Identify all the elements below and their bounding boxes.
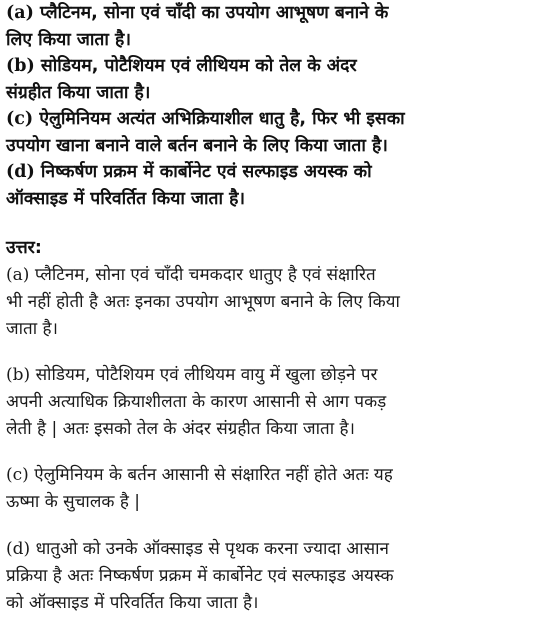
answer-c-text-1: ऐलुमिनियम के बर्तन आसानी से संक्षारित नहीं होते अतः यह	[34, 465, 393, 485]
question-a-text-2: लिए किया जाता है।	[6, 29, 131, 50]
answer-c-line-2	[6, 489, 536, 516]
answer-b-label: (b)	[6, 365, 31, 385]
question-d-text-1: निष्कर्षण प्रक्रम में कार्बोनेट एवं सल्फाइड अयस्क को	[40, 162, 372, 182]
question-b-label: (b)	[6, 56, 35, 76]
question-b-line-1	[6, 53, 536, 80]
answer-c-text-2: ऊष्मा के सुचालक है |	[6, 492, 140, 512]
question-c-line-2	[6, 133, 536, 160]
answer-d-text-2: प्रक्रिया है अतः निष्कर्षण प्रक्रम में कार्बोनेट एवं सल्फाइड अयस्क	[6, 566, 394, 586]
question-d-label: (d)	[6, 162, 35, 182]
question-a-line-1	[6, 0, 536, 27]
answer-b-line-3	[6, 416, 536, 443]
question-d-text-2: ऑक्साइड में परिवर्तित किया जाता है।	[6, 188, 246, 209]
answer-a-label: (a)	[6, 265, 30, 285]
answer-a-text-3: जाता है।	[6, 319, 58, 339]
answer-b	[6, 362, 536, 443]
answer-d-line-1	[6, 536, 536, 563]
question-a-text-1: प्लैटिनम, सोना एवं चाँदी का उपयोग आभूषण बनाने के	[40, 3, 389, 23]
question-c-line-1	[6, 106, 536, 133]
answer-d-text-3: को ऑक्साइड में परिवर्तित किया जाता है।	[6, 593, 259, 613]
answer-d-label: (d)	[6, 539, 31, 559]
question-d-line-1	[6, 159, 536, 186]
answer-a-line-2	[6, 289, 536, 316]
answer-b-text-2: अपनी अत्याधिक क्रियाशीलता के कारण आसानी से आग पकड़	[6, 392, 387, 412]
question-b-line-2	[6, 80, 536, 107]
answer-b-text-3: लेती है | अतः इसको तेल के अंदर संग्रहीत किया जाता है।	[6, 419, 355, 439]
answer-b-line-1	[6, 362, 536, 389]
answer-a-text-1: प्लैटिनम, सोना एवं चाँदी चमकदार धातुए है एवं संक्षारित	[34, 265, 376, 285]
answer-c-line-1	[6, 462, 536, 489]
answer-b-text-1: सोडियम, पोटैशियम एवं लीथियम वायु में खुला छोड़ने पर	[35, 365, 378, 385]
question-a-line-2	[6, 27, 536, 54]
answer-d-line-2	[6, 563, 536, 590]
answer-a	[6, 262, 536, 343]
answer-a-line-1	[6, 262, 536, 289]
question-b-text-2: संग्रहीत किया जाता है।	[6, 82, 151, 103]
questions-section	[6, 0, 536, 212]
question-c-label: (c)	[6, 109, 34, 129]
answer-a-text-2: भी नहीं होती है अतः इनका उपयोग आभूषण बनाने के लिए किया	[6, 292, 400, 312]
answer-a-line-3	[6, 316, 536, 343]
question-c-text-1: ऐलुमिनियम अत्यंत अभिक्रियाशील धातु है, फिर भी इसका	[39, 109, 405, 129]
question-b-text-1: सोडियम, पोटैशियम एवं लीथियम को तेल के अंदर	[40, 56, 357, 76]
question-a-label: (a)	[6, 3, 34, 23]
question-c-text-2: उपयोग खाना बनाने वाले बर्तन बनाने के लिए किया जाता है।	[6, 135, 388, 156]
answer-c-label: (c)	[6, 465, 29, 485]
answer-heading: उत्तर:	[6, 238, 42, 258]
answer-d-line-3	[6, 590, 536, 617]
answer-c	[6, 462, 536, 516]
answer-b-line-2	[6, 389, 536, 416]
answer-d-text-1: धातुओ को उनके ऑक्साइड से पृथक करना ज्यादा आसान	[35, 539, 389, 559]
question-d-line-2	[6, 186, 536, 213]
answer-d	[6, 536, 536, 617]
